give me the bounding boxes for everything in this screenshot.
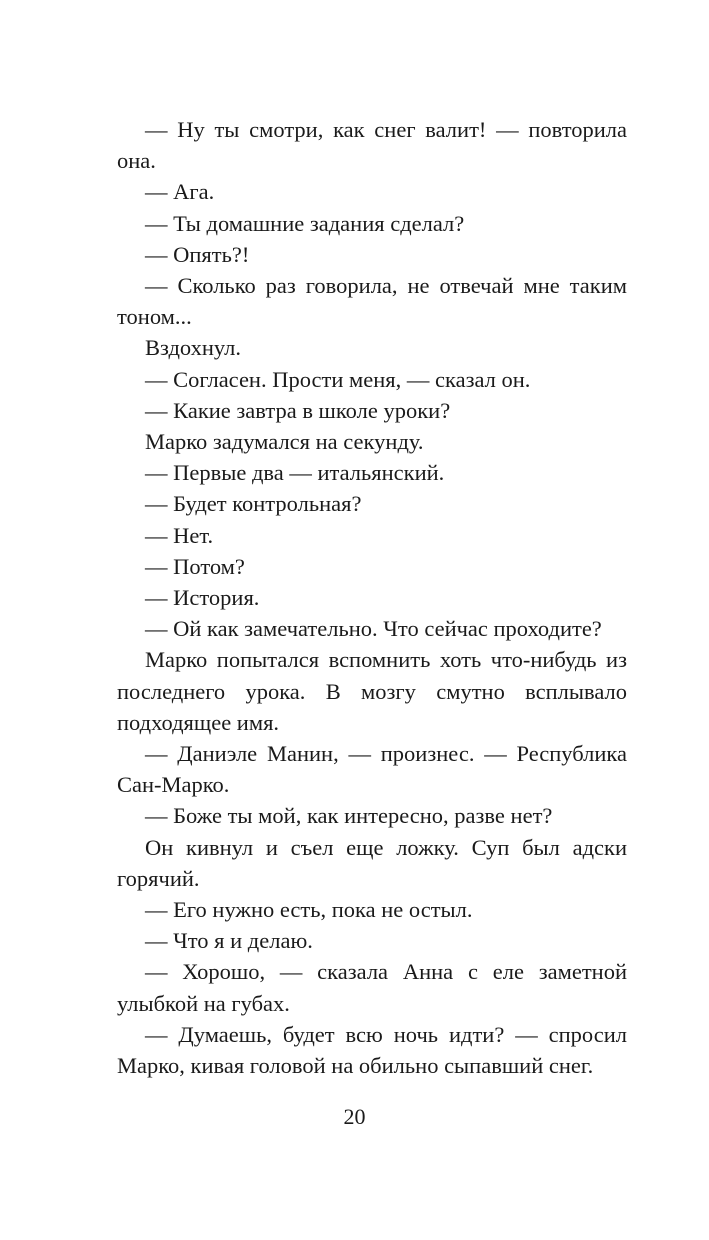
paragraph: — Хорошо, — сказала Анна с еле заметной улыбкой на губах. xyxy=(117,959,627,1016)
paragraph: — Согласен. Прости меня, — сказал он. xyxy=(145,366,531,392)
paragraph: — Что я и делаю. xyxy=(145,928,313,954)
paragraph: — Опять?! xyxy=(145,241,250,267)
paragraph: Вздохнул. xyxy=(145,335,242,361)
paragraph: — Нет. xyxy=(145,522,214,548)
paragraph: — Ага. xyxy=(145,179,215,205)
paragraph: — Сколько раз говорила, не отвечай мне таким тоном... xyxy=(117,273,627,330)
paragraph: — Думаешь, будет всю ночь идти? — спросил Марко, кивая головой на обильно сыпавший снег. xyxy=(117,1021,627,1079)
paragraph: — Ну ты смотри, как снег валит! — повторила она. xyxy=(117,117,627,174)
paragraph: — Даниэле Манин, — произнес. — Республика Сан-Марко. xyxy=(117,741,627,798)
paragraph: Марко задумался на секунду. xyxy=(145,429,424,455)
page-number: 20 xyxy=(343,1104,366,1129)
paragraph: — Боже ты мой, как интересно, разве нет? xyxy=(145,803,553,829)
paragraph: — Какие завтра в школе уроки? xyxy=(145,397,451,423)
paragraph: — Ой как замечательно. Что сейчас проходите? xyxy=(145,616,602,642)
paragraph: Он кивнул и съел еще ложку. Суп был адски горячий. xyxy=(117,834,627,891)
paragraph: — Его нужно есть, пока не остыл. xyxy=(145,897,473,923)
paragraph: — Будет контрольная? xyxy=(145,491,362,517)
paragraph: — Потом? xyxy=(145,553,245,579)
paragraph: — История. xyxy=(145,585,260,611)
page-text xyxy=(117,114,627,1081)
paragraph: — Ты домашние задания сделал? xyxy=(145,210,465,236)
paragraph: Марко попытался вспомнить хоть что-нибудь из последнего урока. В мозгу смутно всплывало подходящее имя. xyxy=(117,647,627,735)
paragraph: — Первые два — итальянский. xyxy=(145,460,445,486)
